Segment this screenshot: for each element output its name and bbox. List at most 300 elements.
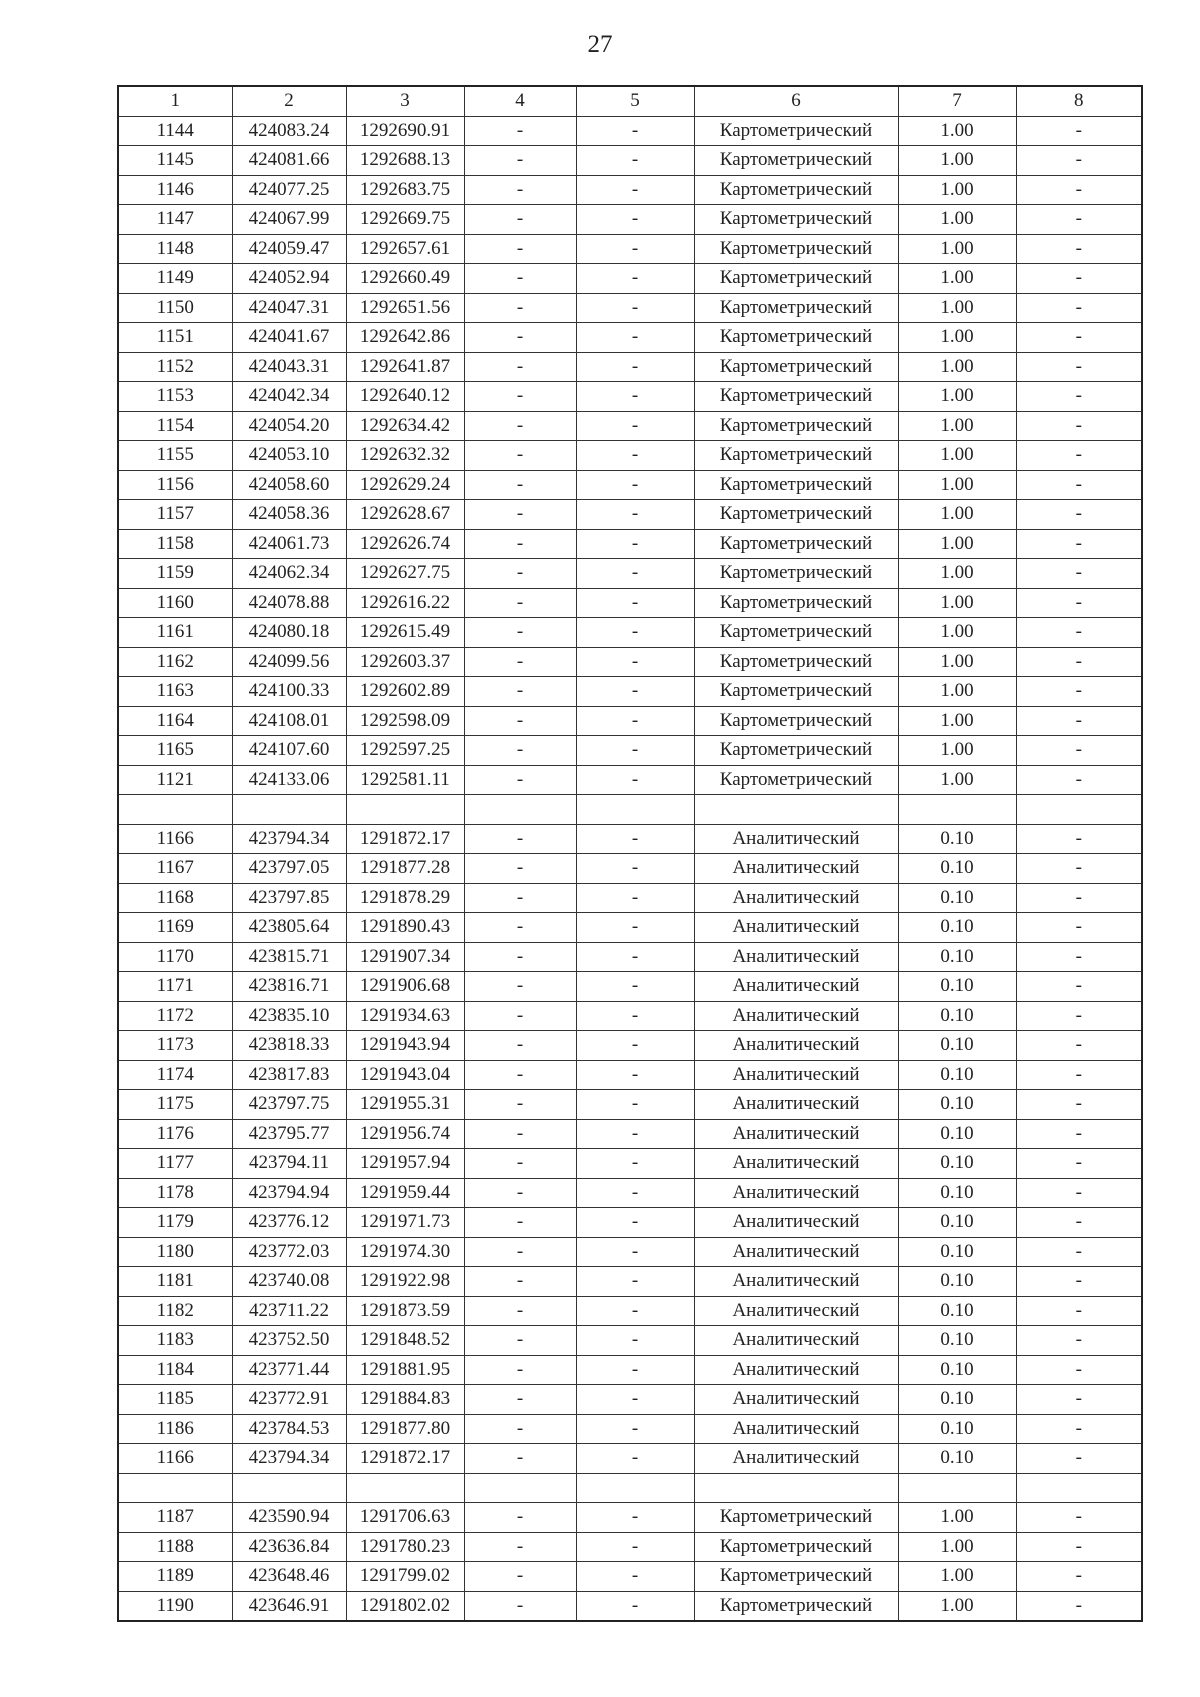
table-cell: 1.00: [898, 323, 1016, 353]
table-row: [118, 1414, 1142, 1444]
table-cell: 1184: [118, 1355, 232, 1385]
table-cell: Картометрический: [694, 736, 898, 766]
table-row: [118, 1503, 1142, 1533]
table-cell: -: [1016, 972, 1142, 1002]
table-cell: 423711.22: [232, 1296, 346, 1326]
table-row: [118, 1444, 1142, 1474]
table-row: [118, 382, 1142, 412]
table-cell: 423772.91: [232, 1385, 346, 1415]
table-cell: 423771.44: [232, 1355, 346, 1385]
table-row: [118, 1326, 1142, 1356]
table-cell: 423817.83: [232, 1060, 346, 1090]
table-cell: 1.00: [898, 765, 1016, 795]
table-cell: -: [464, 264, 576, 294]
table-row: [118, 175, 1142, 205]
table-cell: 1158: [118, 529, 232, 559]
table-cell: -: [1016, 1119, 1142, 1149]
table-cell: 1179: [118, 1208, 232, 1238]
table-cell: Картометрический: [694, 677, 898, 707]
table-cell: -: [464, 1532, 576, 1562]
table-cell: 1291872.17: [346, 824, 464, 854]
table-row: [118, 765, 1142, 795]
table-cell: Картометрический: [694, 411, 898, 441]
table-row: [118, 942, 1142, 972]
table-cell: Картометрический: [694, 146, 898, 176]
table-cell: -: [576, 1237, 694, 1267]
table-cell: -: [1016, 1208, 1142, 1238]
table-cell: 423835.10: [232, 1001, 346, 1031]
table-cell: 1291959.44: [346, 1178, 464, 1208]
table-cell: -: [576, 1119, 694, 1149]
table-cell: -: [576, 1326, 694, 1356]
table-cell: 1291907.34: [346, 942, 464, 972]
table-cell: Картометрический: [694, 1532, 898, 1562]
table-cell: 1.00: [898, 706, 1016, 736]
table-cell: -: [576, 1090, 694, 1120]
table-cell: -: [576, 854, 694, 884]
table-cell: 424058.36: [232, 500, 346, 530]
table-cell: 1145: [118, 146, 232, 176]
table-cell: -: [464, 234, 576, 264]
table-cell: 424061.73: [232, 529, 346, 559]
table-cell: -: [1016, 1090, 1142, 1120]
table-cell: -: [576, 1267, 694, 1297]
table-cell: 1151: [118, 323, 232, 353]
table-cell: 424077.25: [232, 175, 346, 205]
table-cell: -: [464, 323, 576, 353]
table-cell: 423794.34: [232, 1444, 346, 1474]
table-cell: 1291780.23: [346, 1532, 464, 1562]
table-body: [118, 116, 1142, 1621]
table-cell: -: [1016, 1001, 1142, 1031]
table-cell: -: [1016, 1532, 1142, 1562]
table-cell: 1292615.49: [346, 618, 464, 648]
table-cell: 1.00: [898, 470, 1016, 500]
table-row: [118, 205, 1142, 235]
table-cell: -: [464, 854, 576, 884]
column-header: 4: [464, 86, 576, 116]
table-cell: -: [1016, 264, 1142, 294]
table-cell: -: [464, 1208, 576, 1238]
table-cell: 423797.75: [232, 1090, 346, 1120]
table-cell: 423797.05: [232, 854, 346, 884]
table-cell: 0.10: [898, 1267, 1016, 1297]
table-cell: 424107.60: [232, 736, 346, 766]
table-cell: 1166: [118, 1444, 232, 1474]
table-cell: Аналитический: [694, 1267, 898, 1297]
table-cell: 0.10: [898, 1355, 1016, 1385]
table-cell: -: [576, 736, 694, 766]
table-cell: -: [1016, 618, 1142, 648]
table-row: [118, 411, 1142, 441]
table-row: [118, 913, 1142, 943]
table-cell: -: [1016, 913, 1142, 943]
table-cell: 1187: [118, 1503, 232, 1533]
table-cell: -: [1016, 677, 1142, 707]
table-cell: Картометрический: [694, 618, 898, 648]
table-cell: -: [576, 1562, 694, 1592]
table-cell: -: [1016, 559, 1142, 589]
table-cell: Картометрический: [694, 559, 898, 589]
table-cell: Аналитический: [694, 1414, 898, 1444]
table-cell: -: [464, 1444, 576, 1474]
table-cell: 0.10: [898, 824, 1016, 854]
table-cell: -: [464, 1414, 576, 1444]
table-cell: -: [464, 559, 576, 589]
table-cell: 1291974.30: [346, 1237, 464, 1267]
table-cell: -: [576, 913, 694, 943]
table-cell: 1291922.98: [346, 1267, 464, 1297]
table-cell: -: [464, 1355, 576, 1385]
table-row: [118, 1001, 1142, 1031]
table-row: [118, 264, 1142, 294]
table-cell: Картометрический: [694, 1503, 898, 1533]
table-cell: 1291890.43: [346, 913, 464, 943]
table-cell: -: [1016, 1267, 1142, 1297]
table-cell: -: [464, 470, 576, 500]
table-row: [118, 323, 1142, 353]
table-cell: -: [1016, 116, 1142, 146]
table-cell: 424099.56: [232, 647, 346, 677]
table-cell: -: [576, 1503, 694, 1533]
table-cell: 1121: [118, 765, 232, 795]
table-cell: -: [1016, 175, 1142, 205]
table-cell: 0.10: [898, 883, 1016, 913]
page-number: 27: [587, 31, 613, 58]
table-cell: 1292634.42: [346, 411, 464, 441]
table-cell: 1152: [118, 352, 232, 382]
table-cell: 1292632.32: [346, 441, 464, 471]
table-cell: Картометрический: [694, 441, 898, 471]
table-cell: -: [576, 942, 694, 972]
table-cell: -: [576, 1031, 694, 1061]
table-cell: 1.00: [898, 559, 1016, 589]
table-cell: 1292690.91: [346, 116, 464, 146]
table-row: [118, 1149, 1142, 1179]
table-cell: 423816.71: [232, 972, 346, 1002]
table-cell: 1170: [118, 942, 232, 972]
table-cell: -: [1016, 1414, 1142, 1444]
table-cell: 1174: [118, 1060, 232, 1090]
table-cell: 1183: [118, 1326, 232, 1356]
table-cell: -: [1016, 411, 1142, 441]
table-cell: 1159: [118, 559, 232, 589]
table-cell: -: [1016, 1326, 1142, 1356]
table-cell: -: [464, 1296, 576, 1326]
table-cell: -: [1016, 234, 1142, 264]
table-cell: -: [464, 293, 576, 323]
table-cell: 1146: [118, 175, 232, 205]
table-cell: 1182: [118, 1296, 232, 1326]
table-row: [118, 559, 1142, 589]
table-cell: 423797.85: [232, 883, 346, 913]
table-cell: -: [464, 765, 576, 795]
table-cell: Картометрический: [694, 175, 898, 205]
table-cell: 1291943.94: [346, 1031, 464, 1061]
table-cell: 1.00: [898, 1503, 1016, 1533]
table-row: [118, 234, 1142, 264]
table-cell: 424043.31: [232, 352, 346, 382]
table-cell: [1016, 795, 1142, 825]
table-cell: 0.10: [898, 942, 1016, 972]
table-cell: -: [576, 441, 694, 471]
table-row: [118, 1090, 1142, 1120]
table-cell: -: [1016, 1355, 1142, 1385]
table-cell: 424080.18: [232, 618, 346, 648]
table-cell: -: [464, 618, 576, 648]
table-cell: -: [1016, 1562, 1142, 1592]
table-cell: 1292642.86: [346, 323, 464, 353]
table-cell: -: [464, 942, 576, 972]
table-row: [118, 1296, 1142, 1326]
table-cell: Аналитический: [694, 972, 898, 1002]
table-cell: 1.00: [898, 736, 1016, 766]
table-cell: -: [1016, 1178, 1142, 1208]
table-cell: 1185: [118, 1385, 232, 1415]
table-cell: -: [464, 1001, 576, 1031]
table-cell: Аналитический: [694, 1296, 898, 1326]
table-cell: Картометрический: [694, 352, 898, 382]
table-cell: 424062.34: [232, 559, 346, 589]
table-cell: -: [464, 913, 576, 943]
table-cell: 1175: [118, 1090, 232, 1120]
table-cell: -: [576, 618, 694, 648]
table-cell: 1.00: [898, 529, 1016, 559]
table-cell: Картометрический: [694, 1562, 898, 1592]
table-cell: 1292581.11: [346, 765, 464, 795]
table-cell: Картометрический: [694, 382, 898, 412]
table-row: [118, 1060, 1142, 1090]
table-cell: -: [464, 116, 576, 146]
table-cell: -: [576, 175, 694, 205]
column-header: 1: [118, 86, 232, 116]
table-cell: 1180: [118, 1237, 232, 1267]
table-cell: 1.00: [898, 411, 1016, 441]
table-cell: [232, 1473, 346, 1503]
table-cell: -: [576, 411, 694, 441]
table-cell: [1016, 1473, 1142, 1503]
table-cell: 1171: [118, 972, 232, 1002]
table-cell: 1292616.22: [346, 588, 464, 618]
table-cell: Аналитический: [694, 913, 898, 943]
table-cell: 1291956.74: [346, 1119, 464, 1149]
column-number-row: [118, 86, 1142, 116]
blank-row: [118, 795, 1142, 825]
table-cell: -: [576, 765, 694, 795]
table-cell: Картометрический: [694, 765, 898, 795]
table-cell: 424042.34: [232, 382, 346, 412]
table-row: [118, 618, 1142, 648]
table-cell: -: [576, 293, 694, 323]
table-cell: Картометрический: [694, 706, 898, 736]
table-cell: 1292641.87: [346, 352, 464, 382]
table-cell: -: [576, 1001, 694, 1031]
table-cell: [346, 1473, 464, 1503]
table-cell: 424053.10: [232, 441, 346, 471]
table-cell: -: [1016, 1385, 1142, 1415]
table-cell: 0.10: [898, 972, 1016, 1002]
table-cell: 1.00: [898, 500, 1016, 530]
table-cell: -: [464, 736, 576, 766]
table-cell: 424078.88: [232, 588, 346, 618]
table-row: [118, 1267, 1142, 1297]
table-cell: -: [576, 1444, 694, 1474]
table-cell: 423784.53: [232, 1414, 346, 1444]
table-cell: 1292597.25: [346, 736, 464, 766]
table-cell: -: [464, 677, 576, 707]
table-cell: Картометрический: [694, 588, 898, 618]
table-cell: 1291873.59: [346, 1296, 464, 1326]
table-cell: 1291802.02: [346, 1591, 464, 1621]
table-cell: Аналитический: [694, 1385, 898, 1415]
table-cell: -: [1016, 352, 1142, 382]
table-cell: 1153: [118, 382, 232, 412]
table-cell: -: [1016, 883, 1142, 913]
column-header: 5: [576, 86, 694, 116]
table-cell: 1292657.61: [346, 234, 464, 264]
table-cell: 423636.84: [232, 1532, 346, 1562]
column-header: 2: [232, 86, 346, 116]
table-cell: 1168: [118, 883, 232, 913]
table-row: [118, 736, 1142, 766]
table-cell: Картометрический: [694, 323, 898, 353]
table-cell: 1186: [118, 1414, 232, 1444]
table-cell: 423648.46: [232, 1562, 346, 1592]
table-cell: -: [1016, 293, 1142, 323]
table-cell: -: [464, 1237, 576, 1267]
table-cell: 0.10: [898, 1178, 1016, 1208]
table-cell: -: [1016, 1503, 1142, 1533]
table-cell: Аналитический: [694, 1237, 898, 1267]
table-cell: 0.10: [898, 913, 1016, 943]
table-cell: -: [576, 1355, 694, 1385]
table-cell: -: [464, 529, 576, 559]
table-cell: 1.00: [898, 205, 1016, 235]
table-cell: 424047.31: [232, 293, 346, 323]
table-cell: Аналитический: [694, 1090, 898, 1120]
table-cell: -: [464, 1591, 576, 1621]
blank-row: [118, 1473, 1142, 1503]
table-cell: 424108.01: [232, 706, 346, 736]
table-cell: 1177: [118, 1149, 232, 1179]
table-cell: -: [464, 146, 576, 176]
table-cell: 1147: [118, 205, 232, 235]
table-cell: Аналитический: [694, 1031, 898, 1061]
table-cell: Аналитический: [694, 1444, 898, 1474]
table-cell: 1154: [118, 411, 232, 441]
table-cell: -: [464, 1326, 576, 1356]
table-cell: -: [464, 1031, 576, 1061]
table-cell: 1149: [118, 264, 232, 294]
table-cell: [346, 795, 464, 825]
table-cell: -: [1016, 854, 1142, 884]
table-cell: 0.10: [898, 1060, 1016, 1090]
table-cell: -: [464, 175, 576, 205]
table-cell: 1.00: [898, 1562, 1016, 1592]
table-cell: -: [1016, 1060, 1142, 1090]
table-cell: 1172: [118, 1001, 232, 1031]
column-header: 6: [694, 86, 898, 116]
table-cell: 1292628.67: [346, 500, 464, 530]
table-cell: 1291878.29: [346, 883, 464, 913]
table-cell: Аналитический: [694, 942, 898, 972]
table-cell: 424081.66: [232, 146, 346, 176]
table-cell: -: [1016, 1031, 1142, 1061]
table-row: [118, 677, 1142, 707]
table-cell: -: [576, 529, 694, 559]
table-row: [118, 854, 1142, 884]
table-cell: 1169: [118, 913, 232, 943]
table-cell: 424133.06: [232, 765, 346, 795]
table-cell: 0.10: [898, 1237, 1016, 1267]
column-header: 7: [898, 86, 1016, 116]
table-cell: Аналитический: [694, 1060, 898, 1090]
table-cell: -: [576, 234, 694, 264]
table-cell: Картометрический: [694, 205, 898, 235]
table-cell: -: [576, 352, 694, 382]
table-cell: [118, 1473, 232, 1503]
table-cell: -: [576, 1414, 694, 1444]
table-cell: 1157: [118, 500, 232, 530]
table-cell: [118, 795, 232, 825]
table-cell: 423646.91: [232, 1591, 346, 1621]
table-cell: -: [1016, 647, 1142, 677]
table-cell: 1291955.31: [346, 1090, 464, 1120]
table-cell: Аналитический: [694, 1119, 898, 1149]
table-cell: 0.10: [898, 1090, 1016, 1120]
column-header: 3: [346, 86, 464, 116]
table-cell: [898, 1473, 1016, 1503]
table-cell: 1.00: [898, 588, 1016, 618]
table-row: [118, 647, 1142, 677]
table-cell: Аналитический: [694, 883, 898, 913]
table-cell: 0.10: [898, 1444, 1016, 1474]
table-cell: -: [576, 500, 694, 530]
table-cell: 1291877.80: [346, 1414, 464, 1444]
table-cell: 1292688.13: [346, 146, 464, 176]
table-cell: 1.00: [898, 293, 1016, 323]
table-cell: -: [464, 352, 576, 382]
table-cell: 1150: [118, 293, 232, 323]
table-cell: 423794.11: [232, 1149, 346, 1179]
table-row: [118, 116, 1142, 146]
coordinates-table: [117, 85, 1143, 1622]
table-cell: 1.00: [898, 1532, 1016, 1562]
table-cell: -: [1016, 441, 1142, 471]
table-cell: 1156: [118, 470, 232, 500]
table-cell: 1291706.63: [346, 1503, 464, 1533]
table-cell: -: [576, 1532, 694, 1562]
table-row: [118, 1562, 1142, 1592]
table-cell: 1.00: [898, 116, 1016, 146]
table-cell: Аналитический: [694, 1178, 898, 1208]
table-row: [118, 500, 1142, 530]
table-cell: -: [464, 1267, 576, 1297]
table-cell: -: [576, 677, 694, 707]
table-cell: -: [576, 323, 694, 353]
table-row: [118, 1178, 1142, 1208]
table-cell: 423794.34: [232, 824, 346, 854]
table-cell: 1291799.02: [346, 1562, 464, 1592]
table-cell: 0.10: [898, 1385, 1016, 1415]
table-cell: -: [1016, 736, 1142, 766]
table-cell: 1292669.75: [346, 205, 464, 235]
table-cell: -: [1016, 146, 1142, 176]
table-cell: -: [576, 146, 694, 176]
table-cell: Картометрический: [694, 529, 898, 559]
table-cell: -: [464, 1178, 576, 1208]
table-cell: 1292629.24: [346, 470, 464, 500]
